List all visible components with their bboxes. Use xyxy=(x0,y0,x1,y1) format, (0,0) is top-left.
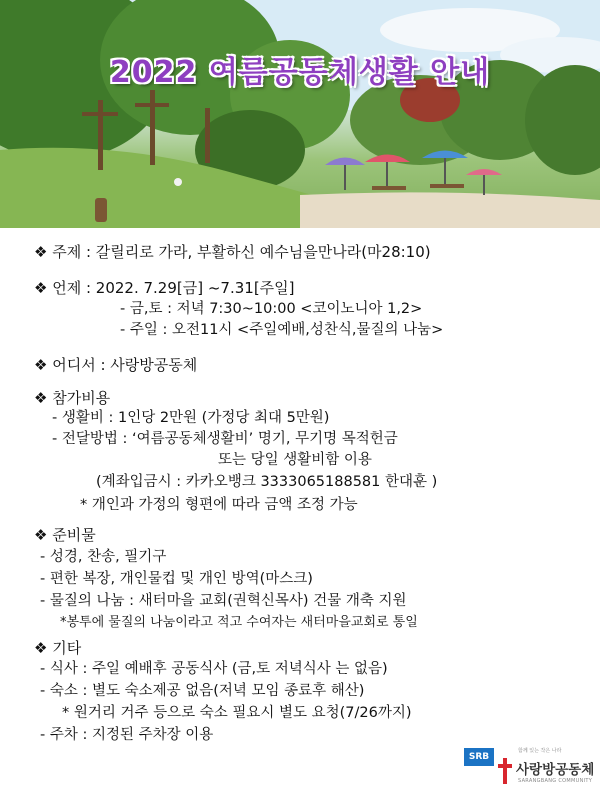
parking-line: - 주차 : 지정된 주차장 이용 xyxy=(40,727,214,743)
logo-tagline: 함께 있는 작은 나라 xyxy=(518,748,562,754)
fee-adjust-note: * 개인과 가정의 형편에 따라 금액 조정 가능 xyxy=(80,497,358,513)
lodging-line: - 숙소 : 별도 숙소제공 없음(저녁 모임 종료후 해산) xyxy=(40,683,365,699)
logo-english-name: SARANGBANG COMMUNITY xyxy=(518,778,593,784)
logo-name: 사랑방공동체 xyxy=(516,762,595,778)
supplies-bible-line: - 성경, 찬송, 필기구 xyxy=(40,549,167,565)
fee-amount-line: - 생활비 : 1인당 2만원 (가정당 최대 5만원) xyxy=(52,410,330,426)
page-title: 2022 여름공동체생활 안내 xyxy=(109,55,491,90)
when-fri-sat-line: - 금,토 : 저녁 7:30~10:00 <코이노니아 1,2> xyxy=(120,301,423,317)
when-line: ❖ 언제 : 2022. 7.29[금] ~7.31[주일] xyxy=(34,279,295,297)
cross-icon xyxy=(498,758,512,784)
notice-body xyxy=(0,228,600,800)
outdoor-scene-illustration xyxy=(0,0,600,228)
supplies-clothes-line: - 편한 복장, 개인물컵 및 개인 방역(마스크) xyxy=(40,571,313,587)
bank-account-line: (계좌입금시 : 카카오뱅크 3333065188581 한대훈 ) xyxy=(96,474,438,490)
offering-line: - 물질의 나눔 : 새터마을 교회(권혁신목사) 건물 개축 지원 xyxy=(40,593,407,609)
offering-note: *봉투에 물질의 나눔이라고 적고 수여자는 새터마을교회로 통일 xyxy=(60,615,418,630)
meal-line: - 식사 : 주일 예배후 공동식사 (금,토 저녁식사 는 없음) xyxy=(40,661,388,677)
header-photo xyxy=(0,0,600,228)
lodging-request-note: * 원거리 거주 등으로 숙소 필요시 별도 요청(7/26까지) xyxy=(62,705,412,721)
where-line: ❖ 어디서 : 사랑방공동체 xyxy=(34,356,198,374)
srb-badge: SRB xyxy=(464,748,494,766)
etc-heading: ❖ 기타 xyxy=(34,639,82,657)
payment-method-line: - 전달방법 : ‘여름공동체생활비’ 명기, 무기명 목적헌금 xyxy=(52,431,398,447)
supplies-heading: ❖ 준비물 xyxy=(34,526,96,544)
topic-line: ❖ 주제 : 갈릴리로 가라, 부활하신 예수님을만나라(마28:10) xyxy=(34,243,431,261)
community-logo xyxy=(460,742,596,794)
when-sunday-line: - 주일 : 오전11시 <주일예배,성찬식,물질의 나눔> xyxy=(120,322,444,338)
payment-box-line: 또는 당일 생활비함 이용 xyxy=(218,452,372,468)
fee-heading: ❖ 참가비용 xyxy=(34,389,111,407)
